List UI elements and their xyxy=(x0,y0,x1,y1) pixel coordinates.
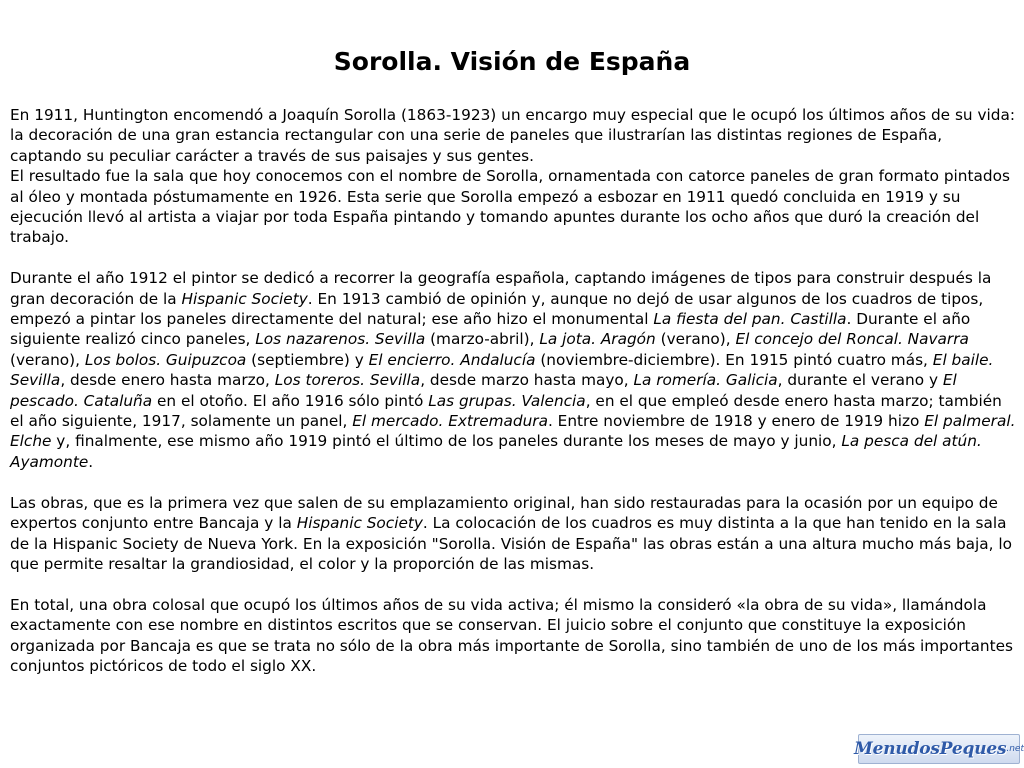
text-run: . En 1913 cambió de opinión y, aunque no dejó de usar algunos de los cuadros de tipos, empezó a pintar los paneles directamente del natural; ese año hizo el monumental xyxy=(10,289,984,329)
text-run: El resultado fue la sala que hoy conocemos con el nombre de Sorolla, ornamentada con catorce paneles de gran formato pintados al óleo y montada póstumamente en 1926. Esta serie que Sorolla empezó a esbozar en 1911 quedó concluida en 1919 y su ejecución llevó al artista a viajar por toda España pintando y tomando apuntes durante los ocho años que duró la creación del trabajo. xyxy=(10,167,1010,247)
text-run: En 1911, Huntington encomendó a Joaquín Sorolla (1863-1923) un encargo muy especial que le ocupó los últimos años de su vida: la decoración de una gran estancia rectangular con una serie de paneles que ilustrarían las distintas regiones de España, captando su peculiar carácter a través de sus paisajes y sus gentes. xyxy=(10,106,1016,165)
italic-title: Hispanic Society xyxy=(296,514,423,533)
italic-title: La fiesta del pan. Castilla xyxy=(653,310,847,329)
italic-title: Las grupas. Valencia xyxy=(428,391,586,410)
article-body xyxy=(10,105,1016,676)
text-run: (verano), xyxy=(655,330,736,349)
text-run: (septiembre) y xyxy=(246,350,369,369)
text-run: En total, una obra colosal que ocupó los últimos años de su vida activa; él mismo la consideró «la obra de su vida», llamándola exactamente con ese nombre en distintos escritos que se conservan. El juicio sobre el conjunto que constituye la exposición organizada por Bancaja es que se trata no sólo de la obra más importante de Sorolla, sino también de uno de los más importantes conjuntos pictóricos de todo el siglo XX. xyxy=(10,595,1013,675)
paragraph-1 xyxy=(10,105,1016,248)
text-run: , desde marzo hasta mayo, xyxy=(420,371,634,390)
text-run: . La colocación de los cuadros es muy distinta a la que han tenido en la sala de la Hispanic Society de Nueva York. En la exposición "Sorolla. Visión de España" las obras están a una altura mucho más baja, lo que permite resaltar la grandiosidad, el color y la proporción de las mismas. xyxy=(10,514,1012,573)
logo-suffix: .net xyxy=(1006,744,1024,754)
italic-title: Los toreros. Sevilla xyxy=(274,371,421,390)
text-run: . Durante el año siguiente realizó cinco paneles, xyxy=(10,310,971,349)
paragraph-4 xyxy=(10,595,1016,677)
italic-title: El palmeral. Elche xyxy=(10,412,1016,451)
text-run: Durante el año 1912 el pintor se dedicó a recorrer la geografía española, captando imágenes de tipos para construir después la gran decoración de la xyxy=(10,269,992,308)
italic-title: Los bolos. Guipuzcoa xyxy=(84,350,247,369)
text-run: (noviembre-diciembre). En 1915 pintó cuatro más, xyxy=(535,350,933,369)
paragraph-2 xyxy=(10,268,1016,472)
text-run: , durante el verano y xyxy=(777,371,943,390)
paragraph-3 xyxy=(10,493,1016,575)
menudospeques-logo xyxy=(854,734,1024,764)
italic-title: El mercado. Extremadura xyxy=(352,412,548,431)
italic-title: Los nazarenos. Sevilla xyxy=(255,330,426,349)
text-run: . xyxy=(88,452,94,471)
text-run: , en el que empleó desde enero hasta marzo; también el año siguiente, 1917, solamente un panel, xyxy=(10,391,1002,431)
text-run: (verano), xyxy=(10,350,85,369)
page-title: Sorolla. Visión de España xyxy=(333,47,691,76)
text-run: . Entre noviembre de 1918 y enero de 1919 hizo xyxy=(547,412,925,431)
italic-title: El encierro. Andalucía xyxy=(368,350,536,369)
text-run: en el otoño. El año 1916 sólo pintó xyxy=(152,391,429,410)
text-run: , desde enero hasta marzo, xyxy=(60,371,275,390)
italic-title: Hispanic Society xyxy=(181,289,308,308)
italic-title: La pesca del atún. Ayamonte xyxy=(10,432,982,471)
italic-title: El pescado. Cataluña xyxy=(10,371,957,410)
text-run: Las obras, que es la primera vez que salen de su emplazamiento original, han sido restauradas para la ocasión por un equipo de expertos conjunto entre Bancaja y la xyxy=(10,493,998,533)
italic-title: La jota. Aragón xyxy=(539,330,656,349)
italic-title: La romería. Galicia xyxy=(633,371,778,390)
logo-text: MenudosPeques xyxy=(854,739,1007,759)
italic-title: El concejo del Roncal. Navarra xyxy=(735,330,969,349)
text-run: (marzo-abril), xyxy=(425,330,540,349)
italic-title: El baile. Sevilla xyxy=(10,350,994,390)
text-run: y, finalmente, ese mismo año 1919 pintó el último de los paneles durante los meses de mayo y junio, xyxy=(51,432,842,451)
